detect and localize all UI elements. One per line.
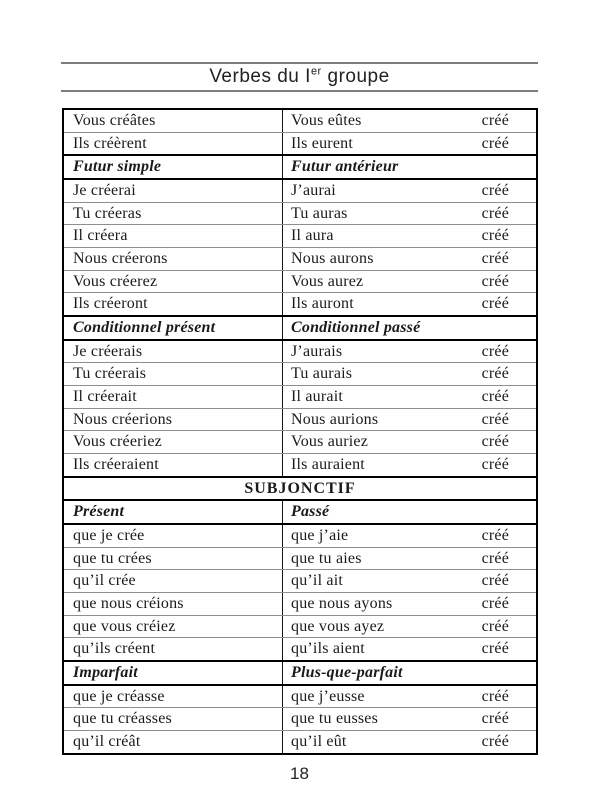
past-participle: créé — [481, 295, 509, 313]
right-cell — [283, 616, 536, 638]
auxiliary-form: Ils auront — [291, 295, 354, 313]
left-cell: qu’ils créent — [64, 638, 283, 660]
table-row — [64, 453, 536, 476]
right-cell — [283, 454, 536, 476]
auxiliary-form: J’aurai — [291, 181, 336, 199]
tense-header-row — [64, 660, 536, 684]
auxiliary-form: Il aurait — [291, 387, 343, 405]
left-cell: Vous créâtes — [64, 110, 283, 132]
right-cell — [283, 409, 536, 431]
auxiliary-form: Vous eûtes — [291, 111, 362, 129]
left-cell: que nous créions — [64, 593, 283, 615]
right-cell — [283, 525, 536, 547]
auxiliary-form: Ils auraient — [291, 455, 365, 473]
table-row — [64, 430, 536, 453]
right-cell — [283, 248, 536, 270]
table-row — [64, 132, 536, 155]
left-cell: Futur simple — [64, 156, 283, 178]
auxiliary-form: Plus-que-parfait — [291, 663, 403, 681]
auxiliary-form: qu’ils aient — [291, 640, 365, 658]
auxiliary-form: J’aurais — [291, 342, 343, 360]
mood-section-row — [64, 476, 536, 500]
past-participle: créé — [481, 640, 509, 658]
past-participle: créé — [481, 455, 509, 473]
right-cell — [283, 156, 536, 178]
left-cell: qu’il créât — [64, 731, 283, 753]
auxiliary-form: que j’aie — [291, 526, 349, 544]
auxiliary-form: qu’il eût — [291, 732, 347, 750]
table-row — [64, 707, 536, 730]
past-participle: créé — [481, 433, 509, 451]
left-cell: Ils créèrent — [64, 133, 283, 155]
past-participle: créé — [481, 227, 509, 245]
table-row — [64, 110, 536, 132]
conjugation-table — [62, 108, 538, 755]
table-row — [64, 408, 536, 431]
left-cell: que vous créiez — [64, 616, 283, 638]
past-participle: créé — [481, 272, 509, 290]
table-row — [64, 637, 536, 660]
auxiliary-form: Ils eurent — [291, 134, 353, 152]
auxiliary-form: que vous ayez — [291, 617, 385, 635]
right-cell — [283, 686, 536, 708]
right-cell — [283, 341, 536, 363]
right-cell — [283, 317, 536, 339]
auxiliary-form: Futur antérieur — [291, 158, 399, 176]
auxiliary-form: Tu aurais — [291, 365, 353, 383]
right-cell — [283, 110, 536, 132]
right-cell — [283, 708, 536, 730]
past-participle: créé — [481, 410, 509, 428]
right-cell — [283, 180, 536, 202]
right-cell — [283, 593, 536, 615]
right-cell — [283, 548, 536, 570]
right-cell — [283, 638, 536, 660]
right-cell — [283, 570, 536, 592]
table-row — [64, 615, 536, 638]
page-title-superscript: er — [310, 65, 322, 78]
right-cell — [283, 662, 536, 684]
right-cell — [283, 203, 536, 225]
left-cell: Il créera — [64, 225, 283, 247]
past-participle: créé — [481, 617, 509, 635]
page-title — [61, 64, 538, 90]
auxiliary-form: que tu aies — [291, 549, 362, 567]
left-cell: que je créasse — [64, 686, 283, 708]
left-cell: que je crée — [64, 525, 283, 547]
page-title-suffix: groupe — [321, 66, 390, 87]
left-cell: Il créerait — [64, 386, 283, 408]
past-participle: créé — [481, 687, 509, 705]
table-row — [64, 202, 536, 225]
past-participle: créé — [481, 342, 509, 360]
left-cell: Nous créerons — [64, 248, 283, 270]
left-cell: Ils créeraient — [64, 454, 283, 476]
past-participle: créé — [481, 526, 509, 544]
past-participle: créé — [481, 134, 509, 152]
past-participle: créé — [481, 710, 509, 728]
past-participle: créé — [481, 249, 509, 267]
auxiliary-form: Tu auras — [291, 204, 348, 222]
table-row — [64, 523, 536, 547]
table-row — [64, 547, 536, 570]
page-number: 18 — [290, 764, 309, 783]
left-cell: que tu crées — [64, 548, 283, 570]
past-participle: créé — [481, 549, 509, 567]
auxiliary-form: qu’il ait — [291, 572, 344, 590]
table-row — [64, 684, 536, 708]
left-cell: Tu créeras — [64, 203, 283, 225]
table-row — [64, 292, 536, 315]
auxiliary-form: Nous aurions — [291, 410, 379, 428]
page-title-prefix: Verbes du I — [209, 66, 311, 87]
past-participle: créé — [481, 572, 509, 590]
table-row — [64, 270, 536, 293]
left-cell: que tu créasses — [64, 708, 283, 730]
auxiliary-form: Il aura — [291, 227, 334, 245]
left-cell: Je créerais — [64, 341, 283, 363]
left-cell: Conditionnel présent — [64, 317, 283, 339]
right-cell — [283, 225, 536, 247]
right-cell — [283, 731, 536, 753]
left-cell: Ils créeront — [64, 293, 283, 315]
table-row — [64, 247, 536, 270]
left-cell: Nous créerions — [64, 409, 283, 431]
table-row — [64, 178, 536, 202]
left-cell: Vous créeriez — [64, 431, 283, 453]
mood-section-title: SUBJONCTIF — [244, 479, 356, 497]
past-participle: créé — [481, 387, 509, 405]
auxiliary-form: Passé — [291, 503, 330, 521]
left-cell: Vous créerez — [64, 271, 283, 293]
right-cell — [283, 133, 536, 155]
table-row — [64, 224, 536, 247]
right-cell — [283, 501, 536, 523]
left-cell: Imparfait — [64, 662, 283, 684]
table-row — [64, 730, 536, 753]
table-row — [64, 362, 536, 385]
past-participle: créé — [481, 111, 509, 129]
auxiliary-form: Conditionnel passé — [291, 318, 421, 336]
right-cell — [283, 293, 536, 315]
tense-header-row — [64, 154, 536, 178]
auxiliary-form: que nous ayons — [291, 594, 393, 612]
right-cell — [283, 271, 536, 293]
tense-header-row — [64, 499, 536, 523]
auxiliary-form: Vous auriez — [291, 433, 368, 451]
tense-header-row — [64, 315, 536, 339]
table-row — [64, 569, 536, 592]
left-cell: qu’il crée — [64, 570, 283, 592]
right-cell — [283, 386, 536, 408]
past-participle: créé — [481, 732, 509, 750]
table-row — [64, 592, 536, 615]
left-cell: Présent — [64, 501, 283, 523]
past-participle: créé — [481, 204, 509, 222]
left-cell: Tu créerais — [64, 363, 283, 385]
title-rule-bottom — [61, 90, 538, 92]
past-participle: créé — [481, 594, 509, 612]
left-cell: Je créerai — [64, 180, 283, 202]
table-row — [64, 339, 536, 363]
auxiliary-form: Nous aurons — [291, 249, 374, 267]
past-participle: créé — [481, 181, 509, 199]
past-participle: créé — [481, 365, 509, 383]
table-row — [64, 385, 536, 408]
right-cell — [283, 363, 536, 385]
auxiliary-form: Vous aurez — [291, 272, 364, 290]
auxiliary-form: que j’eusse — [291, 687, 365, 705]
auxiliary-form: que tu eusses — [291, 710, 379, 728]
right-cell — [283, 431, 536, 453]
